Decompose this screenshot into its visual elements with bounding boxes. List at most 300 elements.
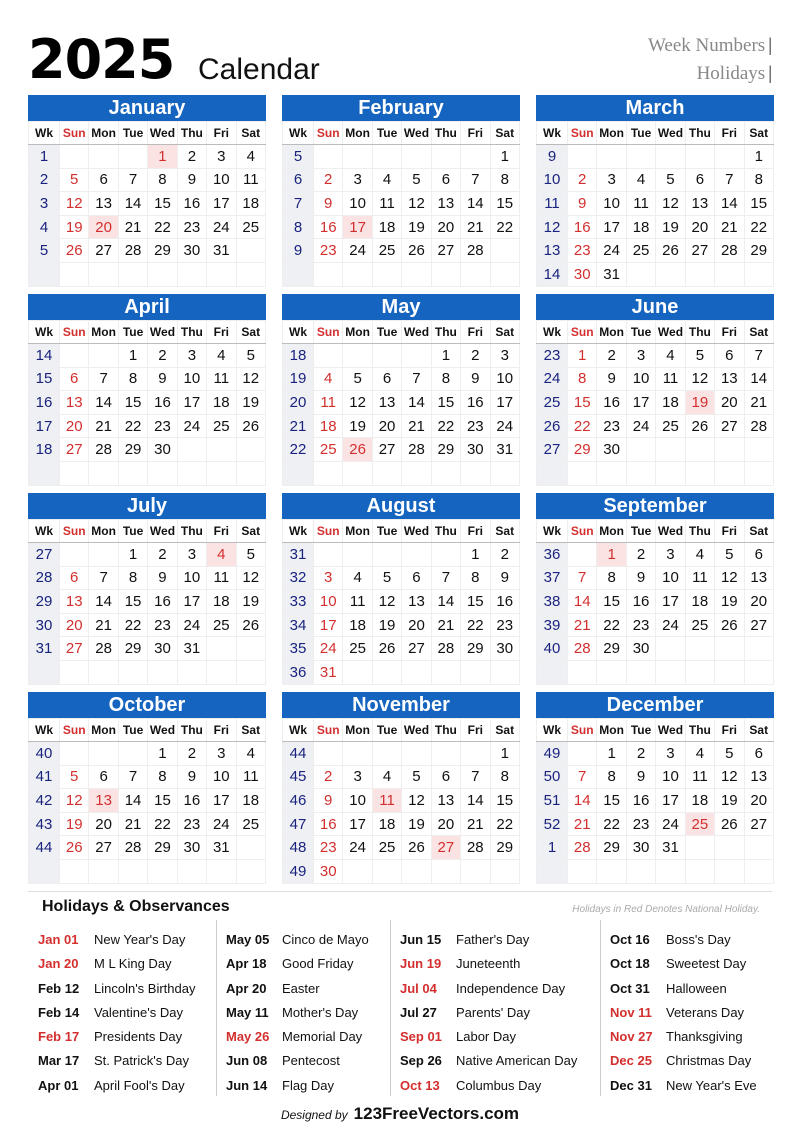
week-row (29, 391, 266, 415)
day-cell: 18 (236, 789, 265, 813)
week-row (29, 859, 266, 883)
holiday-date: Apr 20 (226, 980, 267, 996)
week-row (537, 543, 774, 567)
designed-by-label: Designed by (280, 1108, 348, 1122)
day-cell (461, 660, 490, 684)
holiday-date: Dec 25 (610, 1053, 652, 1069)
week-row (29, 660, 266, 684)
week-row (29, 145, 266, 169)
day-cell (431, 461, 460, 485)
day-cell: 31 (490, 438, 519, 462)
week-number: 24 (537, 367, 568, 391)
day-cell: 6 (744, 742, 773, 766)
day-cell: 17 (314, 613, 343, 637)
day-cell: 5 (60, 168, 89, 192)
holiday-day-cell: 4 (207, 543, 236, 567)
day-cell: 1 (568, 344, 597, 368)
month-october (28, 692, 266, 884)
day-cell: 20 (744, 590, 773, 614)
day-cell (656, 262, 685, 286)
day-cell: 30 (490, 637, 519, 661)
month-march (536, 95, 774, 287)
day-cell: 16 (314, 812, 343, 836)
day-header: Wed (148, 321, 177, 344)
day-cell (236, 859, 265, 883)
day-cell: 9 (461, 367, 490, 391)
day-cell (343, 461, 372, 485)
day-cell: 12 (715, 765, 744, 789)
day-cell: 13 (89, 192, 118, 216)
day-header: Wed (656, 122, 685, 145)
day-cell (715, 836, 744, 860)
day-cell (402, 262, 431, 286)
brand-link[interactable]: 123FreeVectors.com (353, 1104, 520, 1123)
day-cell: 6 (89, 765, 118, 789)
day-cell: 7 (568, 765, 597, 789)
week-number: 27 (29, 543, 60, 567)
week-number: 11 (537, 192, 568, 216)
week-row (29, 789, 266, 813)
day-cell: 6 (60, 566, 89, 590)
holiday-name: April Fool's Day (94, 1077, 185, 1093)
day-header: Thu (177, 122, 206, 145)
holiday-name: Veterans Day (666, 1004, 745, 1020)
month-grid (28, 718, 266, 884)
day-cell: 11 (236, 168, 265, 192)
day-cell: 20 (744, 789, 773, 813)
week-row (283, 215, 520, 239)
month-november (282, 692, 520, 884)
day-cell: 19 (715, 789, 744, 813)
holiday-name: Memorial Day (282, 1029, 363, 1045)
holiday-day-cell: 20 (89, 215, 118, 239)
month-title: January (28, 95, 266, 121)
week-numbers-link[interactable]: Week Numbers | (648, 35, 772, 56)
day-header: Thu (431, 122, 460, 145)
day-cell (60, 461, 89, 485)
day-header: Sun (314, 122, 343, 145)
day-cell (568, 145, 597, 169)
day-cell: 21 (431, 613, 460, 637)
day-header: Wed (656, 719, 685, 742)
week-number: 27 (537, 438, 568, 462)
holiday-name: Mother's Day (282, 1004, 359, 1020)
day-cell (207, 859, 236, 883)
day-cell: 8 (118, 566, 147, 590)
day-cell: 2 (461, 344, 490, 368)
day-cell (597, 461, 626, 485)
holiday-column-divider (390, 920, 391, 1096)
week-row (537, 637, 774, 661)
day-cell: 2 (148, 543, 177, 567)
day-cell: 23 (314, 239, 343, 263)
day-cell (715, 660, 744, 684)
day-cell: 3 (626, 344, 655, 368)
holiday-entry (38, 977, 218, 1001)
day-cell: 26 (715, 613, 744, 637)
week-number: 41 (29, 765, 60, 789)
day-header: Mon (89, 321, 118, 344)
holiday-date: Jul 27 (400, 1004, 437, 1020)
holiday-date: Sep 26 (400, 1053, 442, 1069)
day-cell: 15 (490, 789, 519, 813)
day-cell: 22 (744, 215, 773, 239)
day-cell: 18 (656, 391, 685, 415)
day-cell: 22 (597, 812, 626, 836)
day-cell (402, 344, 431, 368)
day-header: Wed (656, 321, 685, 344)
week-row (283, 812, 520, 836)
day-cell: 12 (343, 391, 372, 415)
holiday-name: Sweetest Day (666, 956, 747, 972)
day-cell: 15 (597, 590, 626, 614)
week-number (283, 461, 314, 485)
day-cell: 27 (715, 414, 744, 438)
day-cell: 22 (118, 414, 147, 438)
day-cell: 28 (744, 414, 773, 438)
day-cell: 7 (431, 566, 460, 590)
month-december (536, 692, 774, 884)
holiday-date: Feb 14 (38, 1004, 80, 1020)
day-header: Wk (29, 520, 60, 543)
holiday-date: May 05 (226, 932, 270, 947)
day-cell (60, 344, 89, 368)
week-row (29, 344, 266, 368)
week-row (283, 660, 520, 684)
day-cell (314, 344, 343, 368)
month-title: July (28, 493, 266, 519)
day-cell: 19 (715, 590, 744, 614)
day-cell: 12 (372, 590, 401, 614)
day-cell (568, 660, 597, 684)
week-row (29, 836, 266, 860)
day-header: Sat (744, 719, 773, 742)
holiday-entry (226, 1074, 406, 1098)
holiday-name: Pentecost (282, 1053, 340, 1069)
day-cell: 9 (626, 765, 655, 789)
day-cell (568, 859, 597, 883)
day-cell (177, 660, 206, 684)
holiday-name: Lincoln's Birthday (94, 980, 196, 996)
holiday-entry (38, 952, 218, 976)
day-cell: 1 (744, 145, 773, 169)
day-cell: 1 (490, 742, 519, 766)
day-cell: 28 (402, 438, 431, 462)
week-number (29, 660, 60, 684)
day-cell: 17 (656, 590, 685, 614)
day-header: Fri (207, 520, 236, 543)
day-cell: 17 (626, 391, 655, 415)
day-cell: 20 (402, 613, 431, 637)
day-cell: 20 (431, 215, 460, 239)
week-number: 40 (29, 742, 60, 766)
week-number: 38 (537, 590, 568, 614)
day-cell (431, 660, 460, 684)
day-cell: 28 (568, 637, 597, 661)
day-header: Fri (461, 122, 490, 145)
day-header: Wk (537, 122, 568, 145)
holiday-entry (38, 1074, 218, 1098)
day-cell: 17 (177, 590, 206, 614)
day-cell: 19 (656, 215, 685, 239)
day-cell: 4 (685, 742, 714, 766)
day-cell (207, 660, 236, 684)
day-cell: 3 (207, 145, 236, 169)
day-cell: 5 (372, 566, 401, 590)
week-number: 36 (537, 543, 568, 567)
week-row (283, 765, 520, 789)
week-number: 1 (537, 836, 568, 860)
day-cell: 25 (343, 637, 372, 661)
day-cell (568, 543, 597, 567)
week-number: 44 (29, 836, 60, 860)
day-cell: 5 (402, 765, 431, 789)
holidays-link[interactable]: Holidays | (696, 63, 772, 84)
day-cell: 4 (626, 168, 655, 192)
day-cell: 23 (626, 812, 655, 836)
holiday-name: St. Patrick's Day (94, 1053, 189, 1069)
day-header: Tue (372, 122, 401, 145)
day-cell: 7 (118, 168, 147, 192)
week-number: 15 (29, 367, 60, 391)
day-cell (626, 438, 655, 462)
day-cell: 30 (461, 438, 490, 462)
day-cell: 30 (626, 637, 655, 661)
day-cell: 7 (89, 367, 118, 391)
day-cell: 18 (207, 590, 236, 614)
day-cell: 14 (118, 789, 147, 813)
week-number: 14 (29, 344, 60, 368)
week-row (537, 461, 774, 485)
day-header: Sun (60, 520, 89, 543)
day-cell: 15 (431, 391, 460, 415)
day-cell (89, 461, 118, 485)
holiday-entry (226, 928, 406, 952)
day-cell (60, 543, 89, 567)
day-header: Sat (490, 321, 519, 344)
day-cell: 21 (89, 613, 118, 637)
day-cell: 23 (461, 414, 490, 438)
day-cell: 12 (685, 367, 714, 391)
day-cell (118, 859, 147, 883)
day-cell (207, 461, 236, 485)
day-cell: 26 (60, 836, 89, 860)
day-cell: 22 (568, 414, 597, 438)
day-header: Wed (148, 520, 177, 543)
day-cell: 17 (207, 192, 236, 216)
day-cell: 25 (236, 812, 265, 836)
day-cell (715, 859, 744, 883)
day-cell (656, 461, 685, 485)
day-cell: 12 (60, 192, 89, 216)
day-cell (236, 262, 265, 286)
day-cell: 15 (461, 590, 490, 614)
calendar-header (28, 30, 778, 90)
month-title: September (536, 493, 774, 519)
day-cell: 6 (685, 168, 714, 192)
week-number (537, 461, 568, 485)
day-cell: 6 (715, 344, 744, 368)
day-cell: 29 (597, 836, 626, 860)
day-cell: 7 (744, 344, 773, 368)
day-header: Sun (314, 520, 343, 543)
day-cell: 13 (744, 765, 773, 789)
month-grid (536, 519, 774, 685)
week-row (537, 859, 774, 883)
day-header: Sun (568, 520, 597, 543)
day-cell (148, 262, 177, 286)
month-grid (28, 519, 266, 685)
day-cell: 15 (118, 391, 147, 415)
day-header: Tue (626, 520, 655, 543)
day-header: Fri (207, 719, 236, 742)
week-number: 4 (29, 215, 60, 239)
week-row (283, 859, 520, 883)
day-cell: 10 (177, 367, 206, 391)
day-cell: 26 (715, 812, 744, 836)
week-number: 3 (29, 192, 60, 216)
day-cell: 26 (656, 239, 685, 263)
day-cell: 12 (715, 566, 744, 590)
holiday-day-cell: 19 (685, 391, 714, 415)
day-cell: 11 (685, 765, 714, 789)
day-cell (431, 543, 460, 567)
day-cell: 30 (314, 859, 343, 883)
day-cell: 25 (626, 239, 655, 263)
day-cell: 24 (343, 836, 372, 860)
holiday-name: Parents' Day (456, 1004, 531, 1020)
holidays-panel (28, 891, 772, 1102)
day-cell: 28 (89, 637, 118, 661)
day-cell (685, 145, 714, 169)
day-header: Sat (490, 520, 519, 543)
month-title: March (536, 95, 774, 121)
header-links (648, 32, 772, 88)
day-cell: 14 (461, 789, 490, 813)
day-header: Sat (490, 719, 519, 742)
day-cell: 30 (148, 637, 177, 661)
day-cell: 19 (402, 812, 431, 836)
week-number: 6 (283, 168, 314, 192)
day-cell: 8 (431, 367, 460, 391)
holiday-entry (610, 1025, 790, 1049)
day-cell: 18 (372, 812, 401, 836)
holiday-date: Feb 12 (38, 980, 80, 996)
day-cell (626, 262, 655, 286)
day-cell: 14 (89, 391, 118, 415)
week-row (537, 742, 774, 766)
day-cell: 15 (490, 192, 519, 216)
day-cell: 10 (207, 168, 236, 192)
day-header: Tue (372, 321, 401, 344)
day-cell: 29 (744, 239, 773, 263)
month-title: October (28, 692, 266, 718)
week-number: 21 (283, 414, 314, 438)
day-cell: 28 (118, 836, 147, 860)
day-header: Thu (685, 122, 714, 145)
day-header: Thu (177, 520, 206, 543)
week-row (537, 192, 774, 216)
day-cell: 5 (343, 367, 372, 391)
day-cell (118, 742, 147, 766)
day-cell (89, 344, 118, 368)
day-cell: 10 (656, 765, 685, 789)
day-cell: 11 (626, 192, 655, 216)
day-cell: 7 (89, 566, 118, 590)
week-row (283, 262, 520, 286)
day-cell: 27 (744, 812, 773, 836)
day-cell: 5 (236, 344, 265, 368)
day-cell: 11 (236, 765, 265, 789)
day-cell: 16 (177, 192, 206, 216)
day-cell: 3 (656, 742, 685, 766)
day-cell (461, 145, 490, 169)
day-cell: 13 (60, 391, 89, 415)
day-cell (461, 742, 490, 766)
day-cell (236, 239, 265, 263)
day-header: Mon (597, 719, 626, 742)
day-cell: 23 (177, 215, 206, 239)
day-header: Mon (597, 321, 626, 344)
day-header: Tue (118, 520, 147, 543)
week-row (537, 566, 774, 590)
day-cell: 10 (177, 566, 206, 590)
day-cell (461, 262, 490, 286)
day-header: Tue (372, 520, 401, 543)
day-cell: 6 (372, 367, 401, 391)
holiday-date: Apr 18 (226, 956, 267, 972)
day-cell: 21 (744, 391, 773, 415)
day-cell: 27 (744, 613, 773, 637)
day-cell: 5 (656, 168, 685, 192)
day-cell (490, 660, 519, 684)
day-cell: 8 (148, 765, 177, 789)
month-february (282, 95, 520, 287)
week-row (537, 414, 774, 438)
day-cell: 19 (236, 590, 265, 614)
day-cell: 8 (148, 168, 177, 192)
day-header: Fri (715, 321, 744, 344)
day-cell: 14 (744, 367, 773, 391)
day-cell (343, 262, 372, 286)
day-cell (314, 543, 343, 567)
day-cell: 30 (148, 438, 177, 462)
day-cell (207, 438, 236, 462)
day-cell: 12 (60, 789, 89, 813)
day-header: Fri (207, 321, 236, 344)
day-cell: 22 (490, 215, 519, 239)
day-cell (744, 660, 773, 684)
holiday-column (610, 928, 790, 1098)
day-cell: 17 (597, 215, 626, 239)
month-grid (536, 320, 774, 486)
holiday-name: M L King Day (94, 956, 172, 972)
day-cell: 2 (568, 168, 597, 192)
day-cell: 17 (656, 789, 685, 813)
day-header: Wk (29, 122, 60, 145)
day-cell: 16 (568, 215, 597, 239)
day-cell: 29 (148, 239, 177, 263)
day-header: Tue (118, 719, 147, 742)
day-cell (372, 344, 401, 368)
day-cell (626, 859, 655, 883)
day-cell: 14 (431, 590, 460, 614)
week-row (283, 239, 520, 263)
day-cell: 20 (372, 414, 401, 438)
day-cell: 31 (656, 836, 685, 860)
week-row (537, 812, 774, 836)
holiday-date: Jun 14 (226, 1077, 268, 1093)
